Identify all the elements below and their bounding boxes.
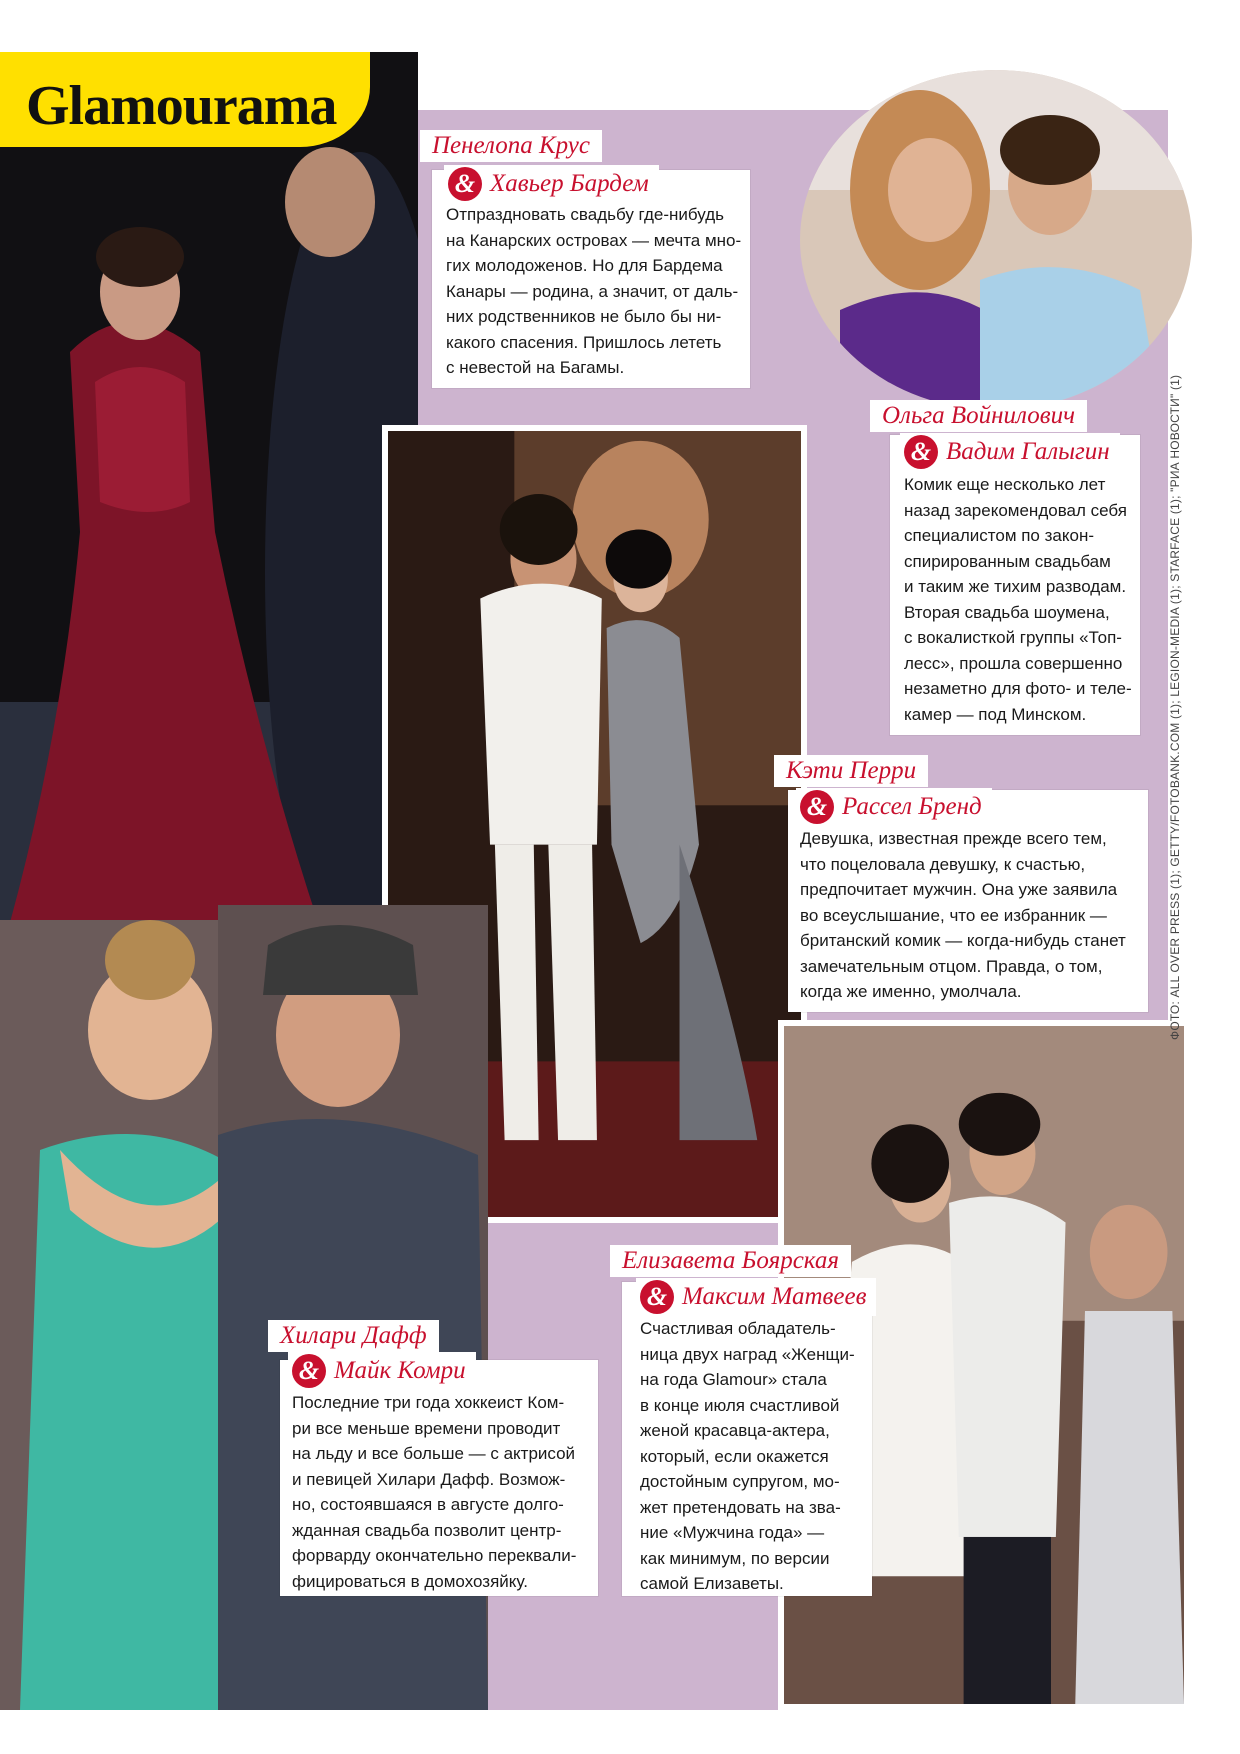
story-body-text: Комик еще несколько лет назад зарекомендовал себя специалистом по закон- спирированным свадьбам и таким же тихим разводам. Вторая свадьба шоумена, с вокалисткой группы «Топ- лесс», прошла совершенно незаметно для фото- и теле- камер — под Минском. — [904, 475, 1132, 724]
story-body-text: Последние три года хоккеист Ком- ри все меньше времени проводит на льду и все больше — с актрисой и певицей Хилари Дафф. Возмож- но, состоявшаяся в августе долго- жданная свадьба позволит центр- форварду окончательно переквали- фицироваться в домохозяйку. — [292, 1393, 577, 1591]
photo-voynilovich-galygin — [800, 70, 1192, 410]
story-body-text: Девушка, известная прежде всего тем, что поцеловала девушку, к счастью, предпочитает мужчин. Она уже заявила во всеуслышание, что ее избранник — британский комик — когда-нибудь станет замечательным отцом. Правда, о том, когда же именно, умолчала. — [800, 829, 1126, 1001]
story-name-primary: Кэти Перри — [774, 755, 928, 787]
story-body-text: Отпраздновать свадьбу где-нибудь на Канарских островах — мечта мно- гих молодоженов. Но для Бардема Канары — родина, а значит, от даль- них родственников не было бы ни- какого спасения. Пришлось лететь с невестой на Багамы. — [446, 205, 742, 377]
story-name-secondary — [796, 788, 992, 826]
story-name-secondary-text: Максим Матвеев — [682, 1283, 867, 1310]
story-name-primary: Пенелопа Крус — [420, 130, 602, 162]
story-name-secondary-text: Рассел Бренд — [842, 793, 982, 820]
story-name-primary: Елизавета Боярская — [610, 1245, 851, 1277]
ampersand-icon: & — [904, 435, 938, 469]
photo-cruz-bardem — [0, 52, 418, 958]
ampersand-icon: & — [800, 790, 834, 824]
story-name-secondary — [444, 165, 659, 203]
ampersand-icon: & — [640, 1280, 674, 1314]
magazine-section-title: Glamourama — [26, 75, 337, 137]
ampersand-icon: & — [292, 1354, 326, 1388]
story-name-secondary-text: Вадим Галыгин — [946, 438, 1110, 465]
story-name-secondary — [900, 433, 1120, 471]
ampersand-icon: & — [448, 167, 482, 201]
story-name-primary: Хилари Дафф — [268, 1320, 439, 1352]
photo-credit: ФОТО: ALL OVER PRESS (1); GETTY/FOTOBANK.COM (1); LEGION-MEDIA (1); STARFACE (1); "РИА НОВОСТИ" (1) — [1168, 374, 1182, 1040]
story-body-text: Счастливая обладатель- ница двух наград «Женщи- на года Glamour» стала в конце июля счастливой женой красавца-актера, который, если окажется достойным супругом, мо- жет претендовать на зва- ние «Мужчина года» — как минимум, по версии самой Елизаветы. — [640, 1319, 855, 1593]
story-name-secondary — [288, 1352, 476, 1390]
story-name-secondary-text: Майк Комри — [334, 1357, 466, 1384]
story-name-primary: Ольга Войнилович — [870, 400, 1087, 432]
story-name-secondary-text: Хавьер Бардем — [490, 170, 649, 197]
story-name-secondary — [636, 1278, 876, 1316]
